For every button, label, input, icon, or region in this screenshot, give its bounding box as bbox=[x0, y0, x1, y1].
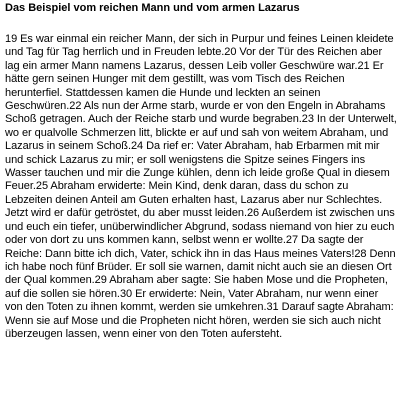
document-body-text: 19 Es war einmal ein reicher Mann, der sich in Purpur und feines Leinen kleidete und Tag für Tag herrlich und in Freuden lebte.20 Vor der Tür des Reichen aber lag ein armer Mann namens Lazarus, dessen Leib voller Geschwüre war.21 Er hätte gern seinen Hunger mit dem gestillt, was vom Tisch des Reichen herunterfiel. Stattdessen kamen die Hunde und leckten an seinen Geschwüren.22 Als nun der Arme starb, wurde er von den Engeln in Abrahams Schoß getragen. Auch der Reiche starb und wurde begraben.23 In der Unterwelt, wo er qualvolle Schmerzen litt, blickte er auf und sah von weitem Abraham, und Lazarus in seinem Schoß.24 Da rief er: Vater Abraham, hab Erbarmen mit mir und schick Lazarus zu mir; er soll wenigstens die Spitze seines Fingers ins Wasser tauchen und mir die Zunge kühlen, denn ich leide große Qual in diesem Feuer.25 Abraham erwiderte: Mein Kind, denk daran, dass du schon zu Lebzeiten deinen Anteil am Guten erhalten hast, Lazarus aber nur Schlechtes. Jetzt wird er dafür getröstet, du aber musst leiden.26 Außerdem ist zwischen uns und euch ein tiefer, unüberwindlicher Abgrund, sodass niemand von hier zu euch oder von dort zu uns kommen kann, selbst wenn er wollte.27 Da sagte der Reiche: Dann bitte ich dich, Vater, schick ihn in das Haus meines Vaters!28 Denn ich habe noch fünf Brüder. Er soll sie warnen, damit nicht auch sie an diesen Ort der Qual kommen.29 Abraham aber sagte: Sie haben Mose und die Propheten, auf die sollen sie hören.30 Er erwiderte: Nein, Vater Abraham, nur wenn einer von den Toten zu ihnen kommt, werden sie umkehren.31 Darauf sagte Abraham: Wenn sie auf Mose und die Propheten nicht hören, werden sie sich auch nicht überzeugen lassen, wenn einer von den Toten aufersteht. bbox=[5, 33, 397, 340]
document-title: Das Beispiel vom reichen Mann und vom armen Lazarus bbox=[5, 2, 300, 14]
